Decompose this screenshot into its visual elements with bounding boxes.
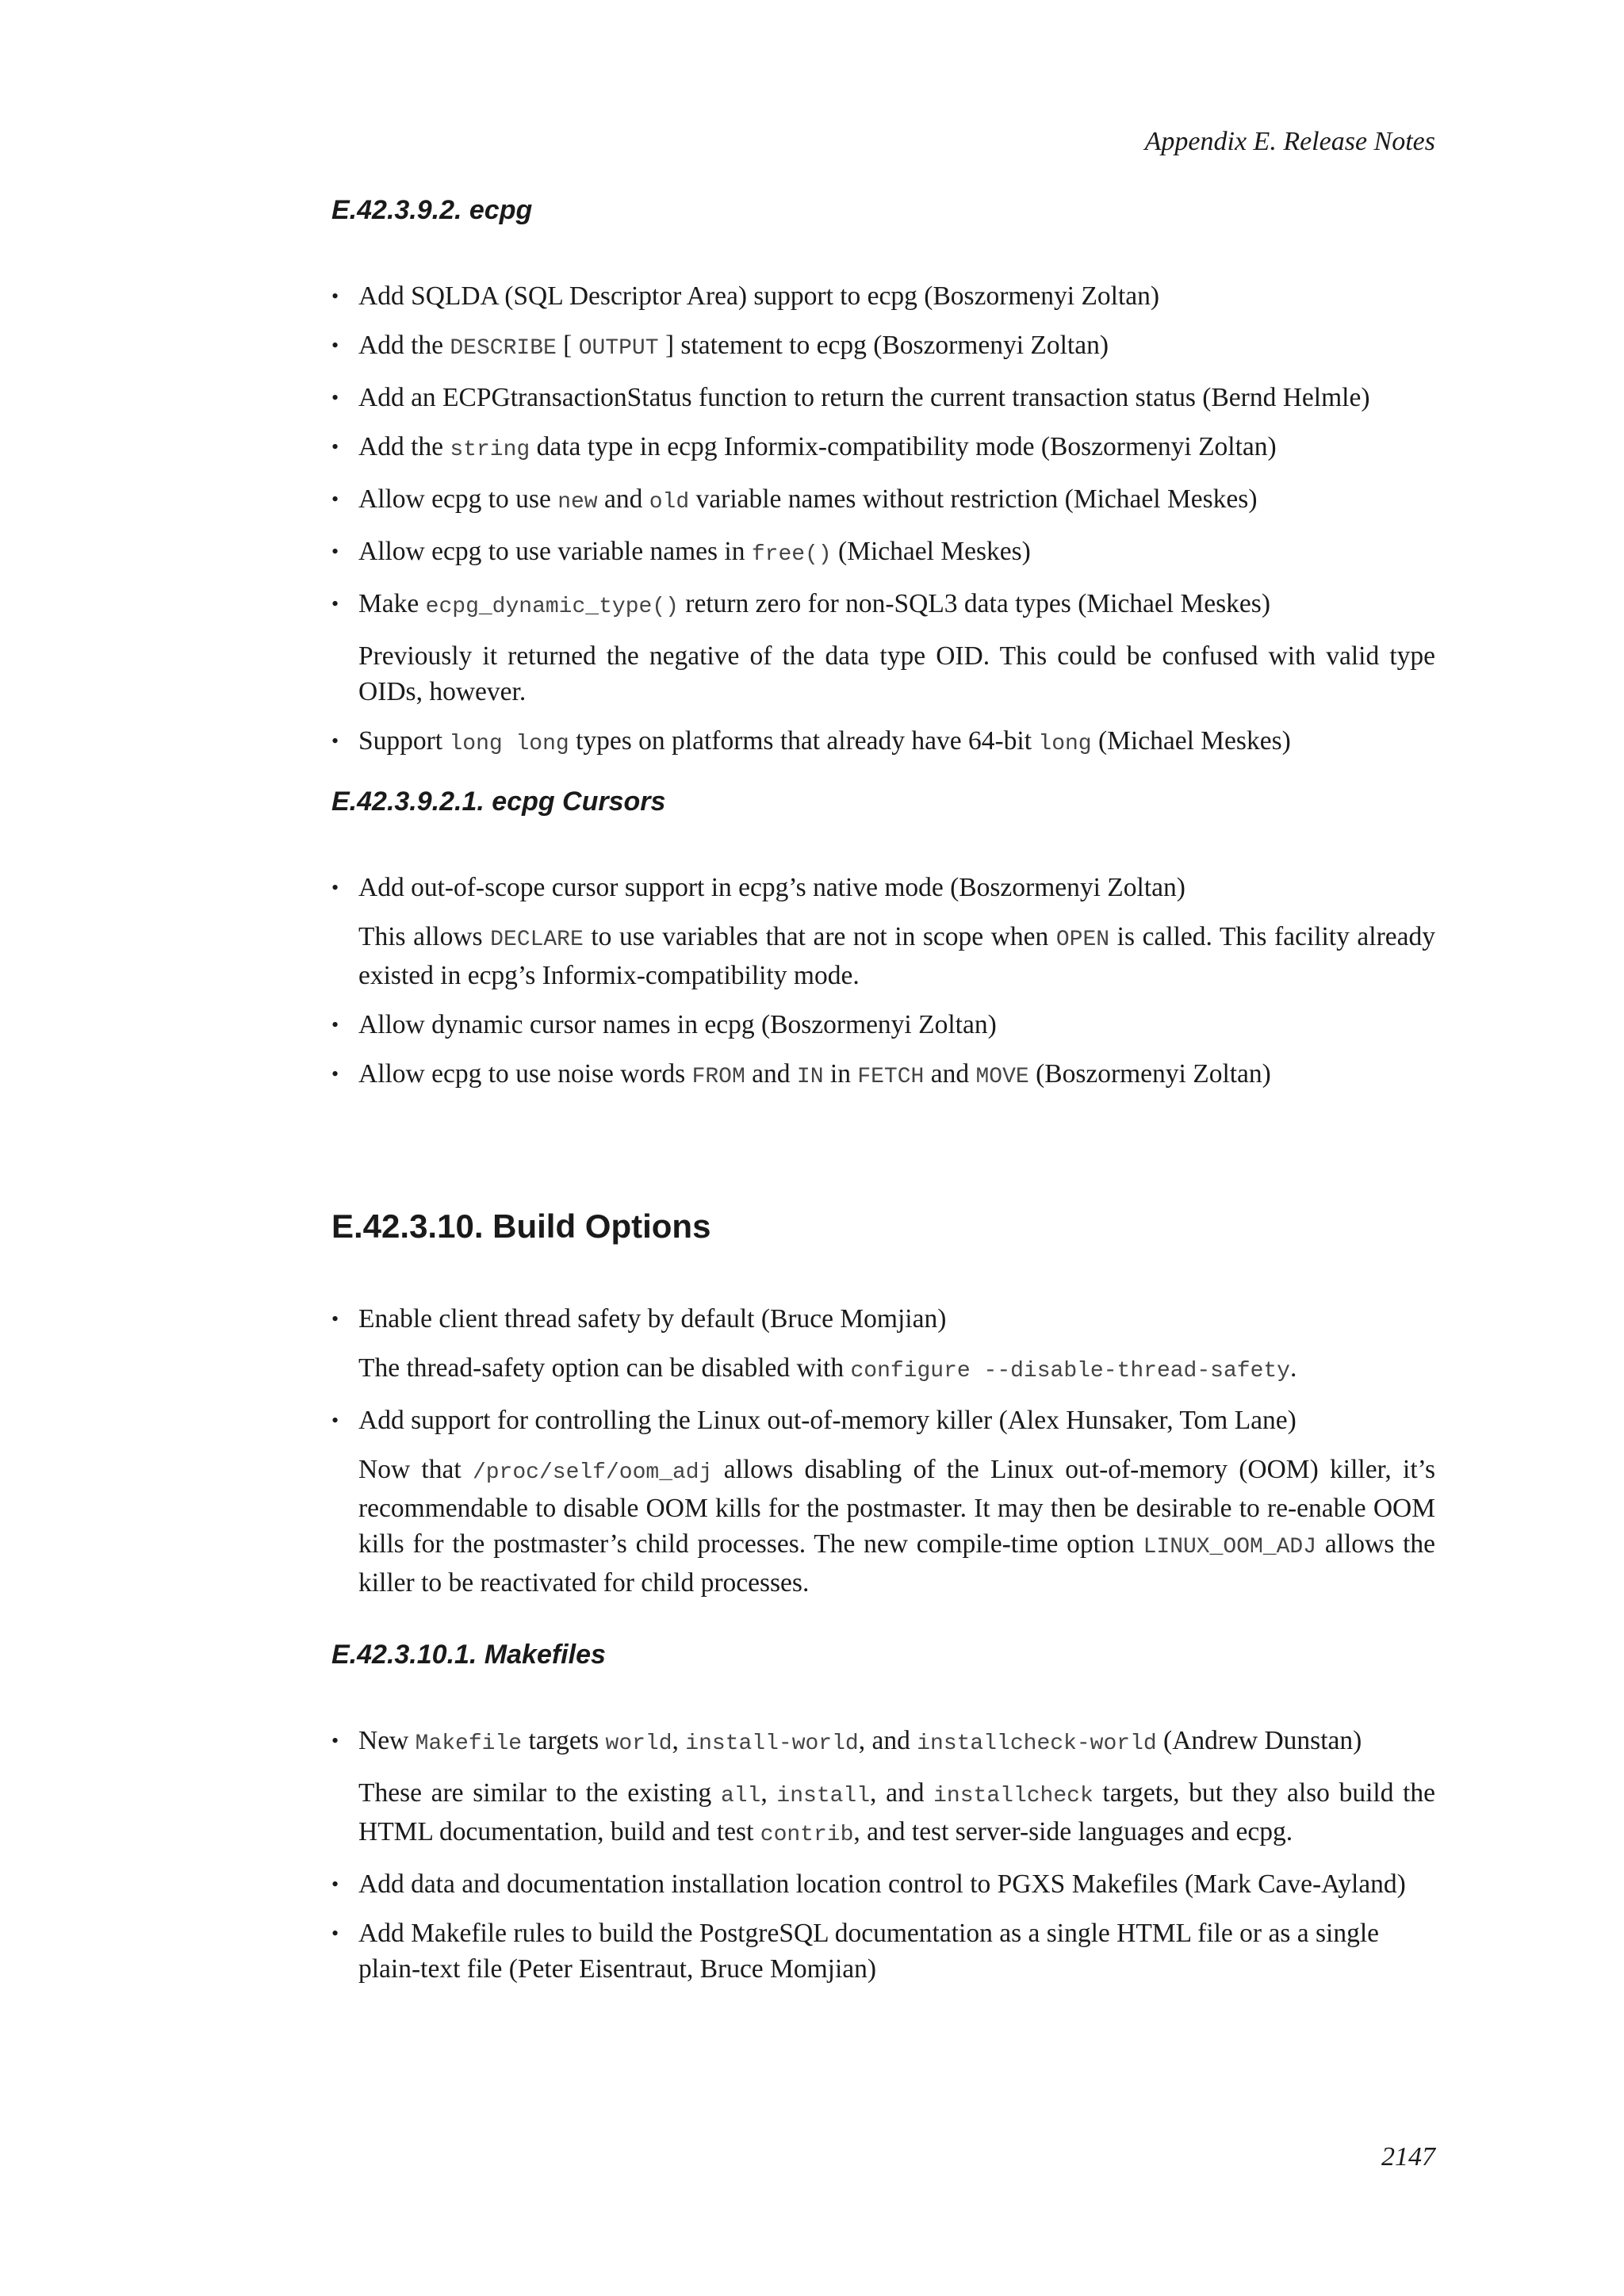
text-run: [	[556, 331, 579, 360]
list-item	[331, 1301, 1435, 1389]
section-ecpg	[331, 195, 1435, 775]
text-run: , and test server-side languages and ecpg.	[853, 1817, 1293, 1846]
item-text	[358, 429, 1435, 468]
text-run: Allow ecpg to use variable names in	[358, 537, 752, 566]
code-literal: long	[1038, 732, 1092, 756]
section-ecpg-cursors	[331, 786, 1435, 1108]
text-run: and	[924, 1059, 976, 1089]
code-literal: ecpg_dynamic_type()	[425, 595, 679, 619]
text-run: and	[745, 1059, 797, 1089]
code-literal: FETCH	[857, 1065, 925, 1089]
list-item	[331, 870, 1435, 993]
item-text	[358, 1915, 1435, 1987]
text-run: , and	[870, 1778, 934, 1808]
section-heading: E.42.3.9.2. ecpg	[331, 195, 533, 225]
bullet-list	[331, 870, 1435, 1095]
item-text	[358, 327, 1435, 366]
text-run: .	[1289, 1353, 1297, 1383]
code-literal: install-world	[685, 1732, 859, 1756]
item-text	[358, 1402, 1435, 1438]
text-run: Allow ecpg to use	[358, 484, 558, 514]
text-run: in	[823, 1059, 858, 1089]
code-literal: install	[776, 1784, 871, 1808]
page-number: 2147	[1381, 2142, 1435, 2172]
text-run: ,	[760, 1778, 777, 1808]
text-run: Make	[358, 589, 426, 618]
text-run: New	[358, 1726, 416, 1755]
text-run: targets, but they also build the HTML documentation, build and test	[358, 1778, 1436, 1846]
list-item	[331, 586, 1435, 710]
text-run: The thread-safety option can be disabled with	[358, 1353, 851, 1383]
text-run: variable names without restriction (Michael Meskes)	[689, 484, 1258, 514]
text-run: return zero for non-SQL3 data types (Michael Meskes)	[678, 589, 1270, 618]
list-item	[331, 1723, 1435, 1853]
item-text	[358, 534, 1435, 572]
list-item	[331, 1915, 1435, 1987]
text-run: Add support for controlling the Linux out-of-memory killer (Alex Hunsaker, Tom Lane)	[358, 1406, 1297, 1435]
item-text	[358, 1301, 1435, 1337]
code-literal: DECLARE	[490, 928, 584, 952]
list-item	[331, 1007, 1435, 1043]
list-item	[331, 1402, 1435, 1601]
bullet-list	[331, 278, 1435, 762]
item-text	[358, 1866, 1435, 1902]
text-run: This allows	[358, 922, 491, 951]
item-text	[358, 723, 1435, 762]
text-run: Add SQLDA (SQL Descriptor Area) support to ecpg (Boszormenyi Zoltan)	[358, 281, 1160, 311]
item-text	[358, 1007, 1435, 1043]
text-run: Add an ECPGtransactionStatus function to return the current transaction status (Bernd Helmle)	[358, 383, 1370, 412]
code-literal: all	[720, 1784, 761, 1808]
text-run: These are similar to the existing	[358, 1778, 721, 1808]
code-literal: OUTPUT	[578, 336, 659, 361]
code-literal: string	[450, 438, 530, 462]
code-literal: configure --disable-thread-safety	[850, 1359, 1290, 1383]
text-run: ] statement to ecpg (Boszormenyi Zoltan)	[658, 331, 1109, 360]
code-literal: Makefile	[415, 1732, 523, 1756]
section-makefiles	[331, 1640, 1435, 2000]
code-literal: old	[649, 490, 690, 515]
list-item	[331, 534, 1435, 572]
text-run: Add out-of-scope cursor support in ecpg’s native mode (Boszormenyi Zoltan)	[358, 873, 1185, 902]
text-run: Previously it returned the negative of the data type OID. This could be confused with valid type OIDs, however.	[358, 641, 1435, 706]
item-text	[358, 380, 1435, 415]
list-item	[331, 481, 1435, 520]
section-heading: E.42.3.9.2.1. ecpg Cursors	[331, 786, 666, 817]
list-item	[331, 1866, 1435, 1902]
code-literal: IN	[796, 1065, 824, 1089]
item-note	[358, 1775, 1435, 1853]
section-heading: E.42.3.10.1. Makefiles	[331, 1640, 606, 1670]
list-item	[331, 327, 1435, 366]
item-text	[358, 481, 1435, 520]
item-text	[358, 586, 1435, 625]
section-heading: E.42.3.10. Build Options	[331, 1207, 711, 1245]
bullet-list	[331, 1723, 1435, 1987]
code-literal: MOVE	[975, 1065, 1029, 1089]
text-run: Enable client thread safety by default (Bruce Momjian)	[358, 1304, 947, 1334]
text-run: allows the killer to be reactivated for child processes.	[358, 1529, 1436, 1598]
text-run: Add Makefile rules to build the PostgreSQL documentation as a single HTML file or as a single plain-text file (Peter Eisentraut, Bruce Momjian)	[358, 1919, 1380, 1984]
text-run: Add the	[358, 331, 450, 360]
item-text	[358, 278, 1435, 314]
list-item	[331, 723, 1435, 762]
code-literal: installcheck	[933, 1784, 1094, 1808]
code-literal: /proc/self/oom_adj	[472, 1460, 713, 1485]
text-run: Now that	[358, 1455, 473, 1484]
text-run: (Andrew Dunstan)	[1156, 1726, 1362, 1755]
code-literal: world	[605, 1732, 672, 1756]
code-literal: contrib	[760, 1823, 854, 1847]
text-run: (Michael Meskes)	[831, 537, 1031, 566]
list-item	[331, 380, 1435, 415]
text-run: to use variables that are not in scope when	[583, 922, 1056, 951]
text-run: Support	[358, 726, 450, 756]
text-run: Add the	[358, 432, 450, 461]
text-run: types on platforms that already have 64-bit	[569, 726, 1039, 756]
text-run: Add data and documentation installation location control to PGXS Makefiles (Mark Cave-Ayland)	[358, 1869, 1406, 1899]
running-header: Appendix E. Release Notes	[1144, 127, 1435, 156]
item-note	[358, 1350, 1435, 1389]
item-note	[358, 638, 1435, 710]
text-run: Allow dynamic cursor names in ecpg (Boszormenyi Zoltan)	[358, 1010, 997, 1039]
text-run: (Boszormenyi Zoltan)	[1028, 1059, 1271, 1089]
code-literal: DESCRIBE	[450, 336, 557, 361]
list-item	[331, 278, 1435, 314]
item-note	[358, 919, 1435, 993]
text-run: allows disabling of the Linux out-of-memory (OOM) killer, it’s recommendable to disable OOM kills for the postmaster. It may then be desirable to re-enable OOM kills for the postmaster’s child processes. The new compile-time option	[358, 1455, 1435, 1559]
text-run: Allow ecpg to use noise words	[358, 1059, 692, 1089]
text-run: data type in ecpg Informix-compatibility mode (Boszormenyi Zoltan)	[530, 432, 1277, 461]
bullet-list	[331, 1301, 1435, 1601]
text-run: , and	[858, 1726, 917, 1755]
code-literal: installcheck-world	[917, 1732, 1157, 1756]
text-run: (Michael Meskes)	[1091, 726, 1291, 756]
code-literal: new	[557, 490, 598, 515]
code-literal: LINUX_OOM_ADJ	[1143, 1535, 1317, 1559]
code-literal: FROM	[691, 1065, 745, 1089]
code-literal: free()	[751, 542, 832, 567]
item-text	[358, 870, 1435, 905]
text-run: is called. This facility already existed in ecpg’s Informix-compatibility mode.	[358, 922, 1435, 990]
item-text	[358, 1056, 1435, 1095]
code-literal: long long	[449, 732, 569, 756]
text-run: and	[597, 484, 649, 514]
code-literal: OPEN	[1055, 928, 1110, 952]
item-text	[358, 1723, 1435, 1762]
text-run: ,	[672, 1726, 686, 1755]
list-item	[331, 1056, 1435, 1095]
section-build-options	[331, 1207, 1435, 1614]
text-run: targets	[522, 1726, 606, 1755]
list-item	[331, 429, 1435, 468]
item-note	[358, 1452, 1435, 1601]
